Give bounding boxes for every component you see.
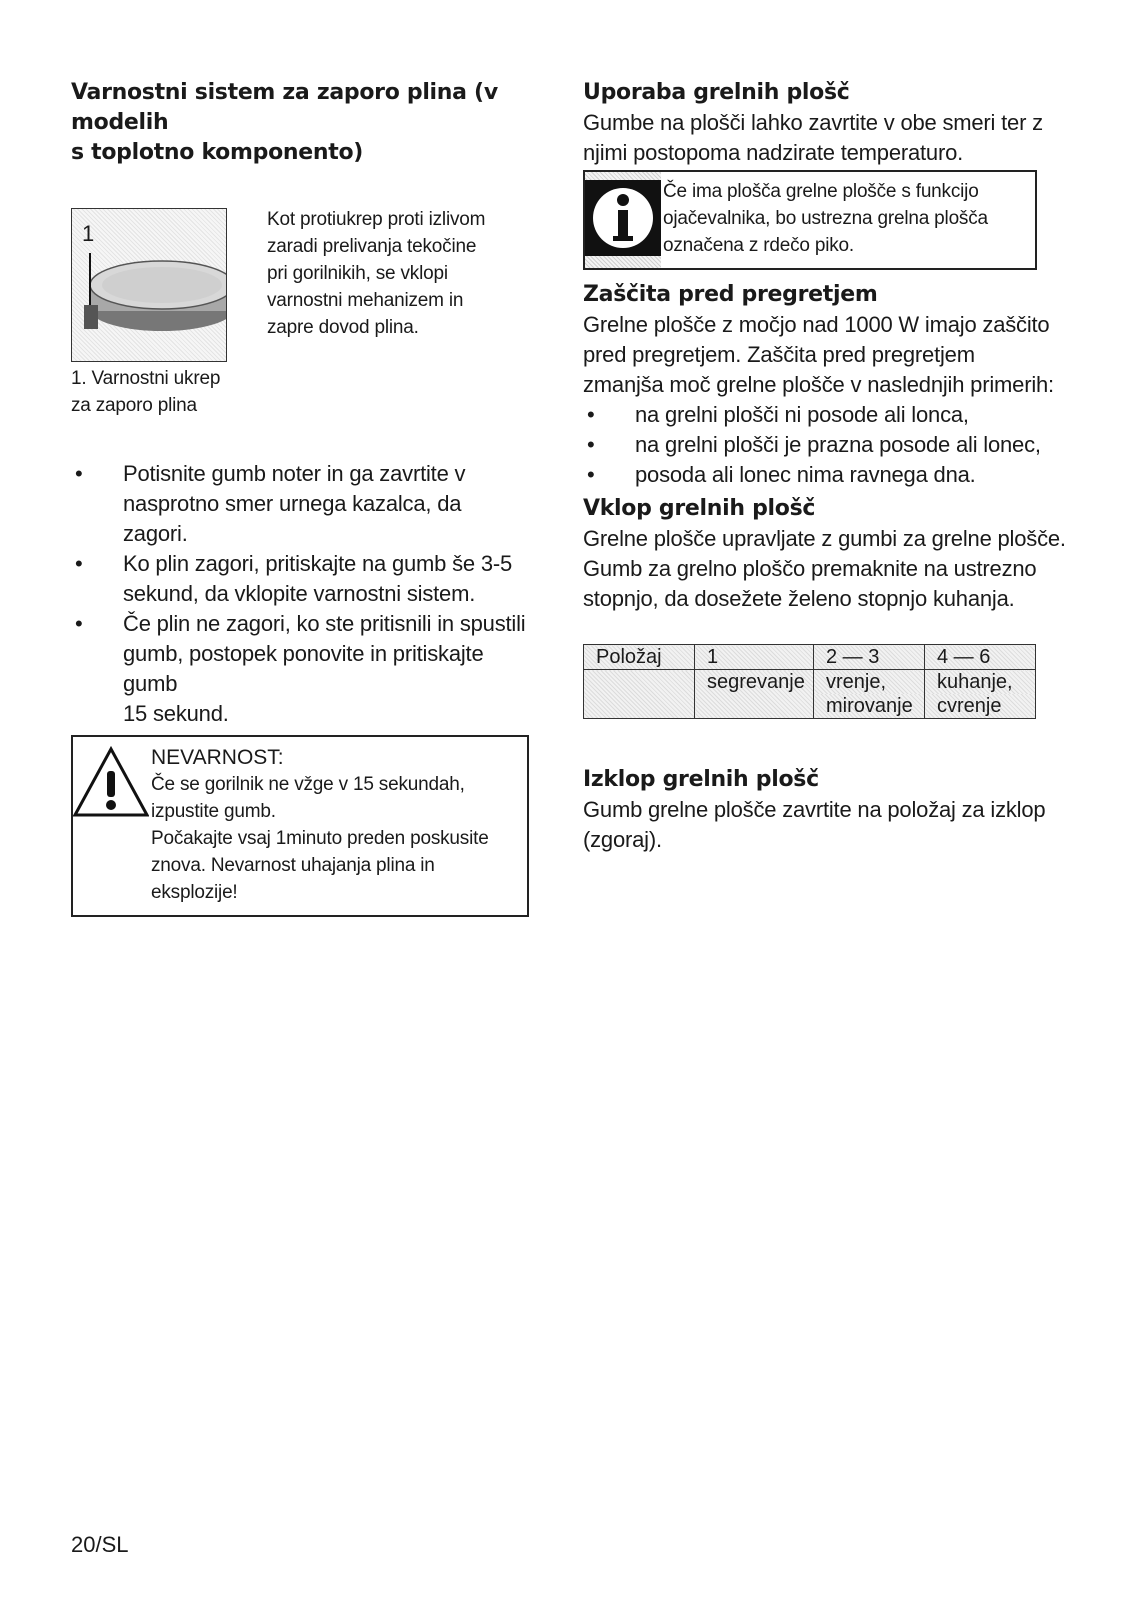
warning-icon — [73, 745, 149, 915]
bullet-icon: • — [75, 461, 83, 486]
side-text-line: zapre dovod plina. — [267, 317, 419, 338]
bullet-line: sekund, da vklopite varnostni sistem. — [123, 581, 476, 606]
figure-callout-number: 1 — [82, 221, 95, 246]
bullet-line: gumb, postopek ponovite in pritiskajte gumb — [123, 641, 484, 696]
table-cell: cvrenje — [925, 694, 1036, 719]
overheat-line: Grelne plošče z močjo nad 1000 W imajo zaščito — [583, 312, 1050, 337]
table-cell: segrevanje — [695, 670, 814, 719]
info-line: ojačevalnika, bo ustrezna grelna plošča — [663, 208, 988, 229]
position-table — [583, 644, 1036, 719]
ignition-steps — [71, 459, 531, 729]
bullet-line: 15 sekund. — [123, 701, 229, 726]
table-header-cell: 2 — 3 — [814, 645, 925, 670]
danger-line: znova. Nevarnost uhajanja plina in — [151, 855, 435, 876]
info-box — [583, 170, 1037, 270]
list-item — [71, 549, 531, 609]
bullet-icon: • — [75, 611, 83, 636]
page-number: 20/SL — [71, 1532, 129, 1557]
left-column — [71, 78, 531, 917]
list-item — [583, 430, 1083, 460]
overheat-line: pred pregretjem. Zaščita pred pregretjem — [583, 342, 975, 367]
bullet-line: nasprotno smer urnega kazalca, da zagori. — [123, 491, 462, 546]
bullet-icon: • — [587, 462, 595, 487]
right-column — [583, 78, 1083, 855]
switch-on-text — [583, 524, 1083, 614]
side-text-line: varnostni mehanizem in — [267, 290, 464, 311]
overheat-list — [583, 400, 1083, 490]
danger-line: izpustite gumb. — [151, 801, 276, 822]
figure-side-text — [267, 206, 527, 419]
safety-heading-line-1: Varnostni sistem za zaporo plina (v modelih — [71, 80, 498, 135]
switch-on-line: Grelne plošče upravljate z gumbi za grelne plošče. — [583, 526, 1066, 551]
overheat-line: zmanjša moč grelne plošče v naslednjih primerih: — [583, 372, 1054, 397]
safety-heading-line-2: s toplotno komponento) — [71, 140, 364, 165]
side-text-line: zaradi prelivanja tekočine — [267, 236, 477, 257]
list-item — [71, 609, 531, 729]
overheat-text — [583, 310, 1083, 400]
danger-box — [71, 735, 529, 917]
side-text-line: Kot protiukrep proti izlivom — [267, 209, 486, 230]
figure-row — [71, 208, 531, 419]
switch-off-heading: Izklop grelnih plošč — [583, 767, 819, 792]
bullet-icon: • — [75, 551, 83, 576]
table-cell — [584, 670, 695, 719]
table-cell: mirovanje — [814, 694, 925, 719]
safety-heading — [71, 78, 531, 168]
switch-off-line: Gumb grelne plošče zavrtite na položaj za izklop — [583, 797, 1046, 822]
table-header-cell: Položaj — [584, 645, 695, 670]
bullet-icon: • — [587, 402, 595, 427]
switch-off-line: (zgoraj). — [583, 827, 662, 852]
info-icon — [585, 172, 661, 268]
bullet-icon: • — [587, 432, 595, 457]
figure-caption-line-2: za zaporo plina — [71, 395, 197, 416]
info-line: Če ima plošča grelne plošče s funkcijo — [663, 181, 979, 202]
info-text — [661, 172, 988, 268]
danger-line: eksplozije! — [151, 882, 238, 903]
side-text-line: pri gorilnikih, se vklopi — [267, 263, 448, 284]
burner-illustration — [72, 209, 226, 361]
table-header-row — [584, 645, 1036, 670]
switch-on-line: stopnjo, da dosežete želeno stopnjo kuhanja. — [583, 586, 1015, 611]
bullet-line: na grelni plošči ni posode ali lonca, — [635, 402, 969, 427]
table-header-cell: 4 — 6 — [925, 645, 1036, 670]
table-row — [584, 670, 1036, 695]
burner-figure — [71, 208, 227, 362]
switch-on-line: Gumb za grelno ploščo premaknite na ustrezno — [583, 556, 1037, 581]
usage-line: Gumbe na plošči lahko zavrtite v obe smeri ter z — [583, 110, 1043, 135]
table-cell: kuhanje, — [925, 670, 1036, 695]
list-item — [71, 459, 531, 549]
bullet-line: Potisnite gumb noter in ga zavrtite v — [123, 461, 466, 486]
bullet-line: Če plin ne zagori, ko ste pritisnili in spustili — [123, 611, 526, 636]
switch-off-text — [583, 795, 1083, 855]
danger-line: Počakajte vsaj 1minuto preden poskusite — [151, 828, 489, 849]
list-item — [583, 460, 1083, 490]
figure-caption-line-1: 1. Varnostni ukrep — [71, 368, 221, 389]
overheat-heading: Zaščita pred pregretjem — [583, 282, 878, 307]
usage-heading: Uporaba grelnih plošč — [583, 80, 850, 105]
figure-caption — [71, 365, 227, 419]
figure-block — [71, 208, 227, 419]
list-item — [583, 400, 1083, 430]
bullet-line: posoda ali lonec nima ravnega dna. — [635, 462, 976, 487]
table-header-cell: 1 — [695, 645, 814, 670]
usage-line: njimi postopoma nadzirate temperaturo. — [583, 140, 964, 165]
switch-on-heading: Vklop grelnih plošč — [583, 496, 816, 521]
table-cell: vrenje, — [814, 670, 925, 695]
usage-text — [583, 108, 1083, 168]
danger-text — [149, 745, 489, 915]
info-line: označena z rdečo piko. — [663, 235, 854, 256]
bullet-line: Ko plin zagori, pritiskajte na gumb še 3-5 — [123, 551, 513, 576]
bullet-line: na grelni plošči je prazna posode ali lonec, — [635, 432, 1041, 457]
danger-line: Če se gorilnik ne vžge v 15 sekundah, — [151, 774, 465, 795]
danger-title: NEVARNOST: — [151, 746, 284, 769]
